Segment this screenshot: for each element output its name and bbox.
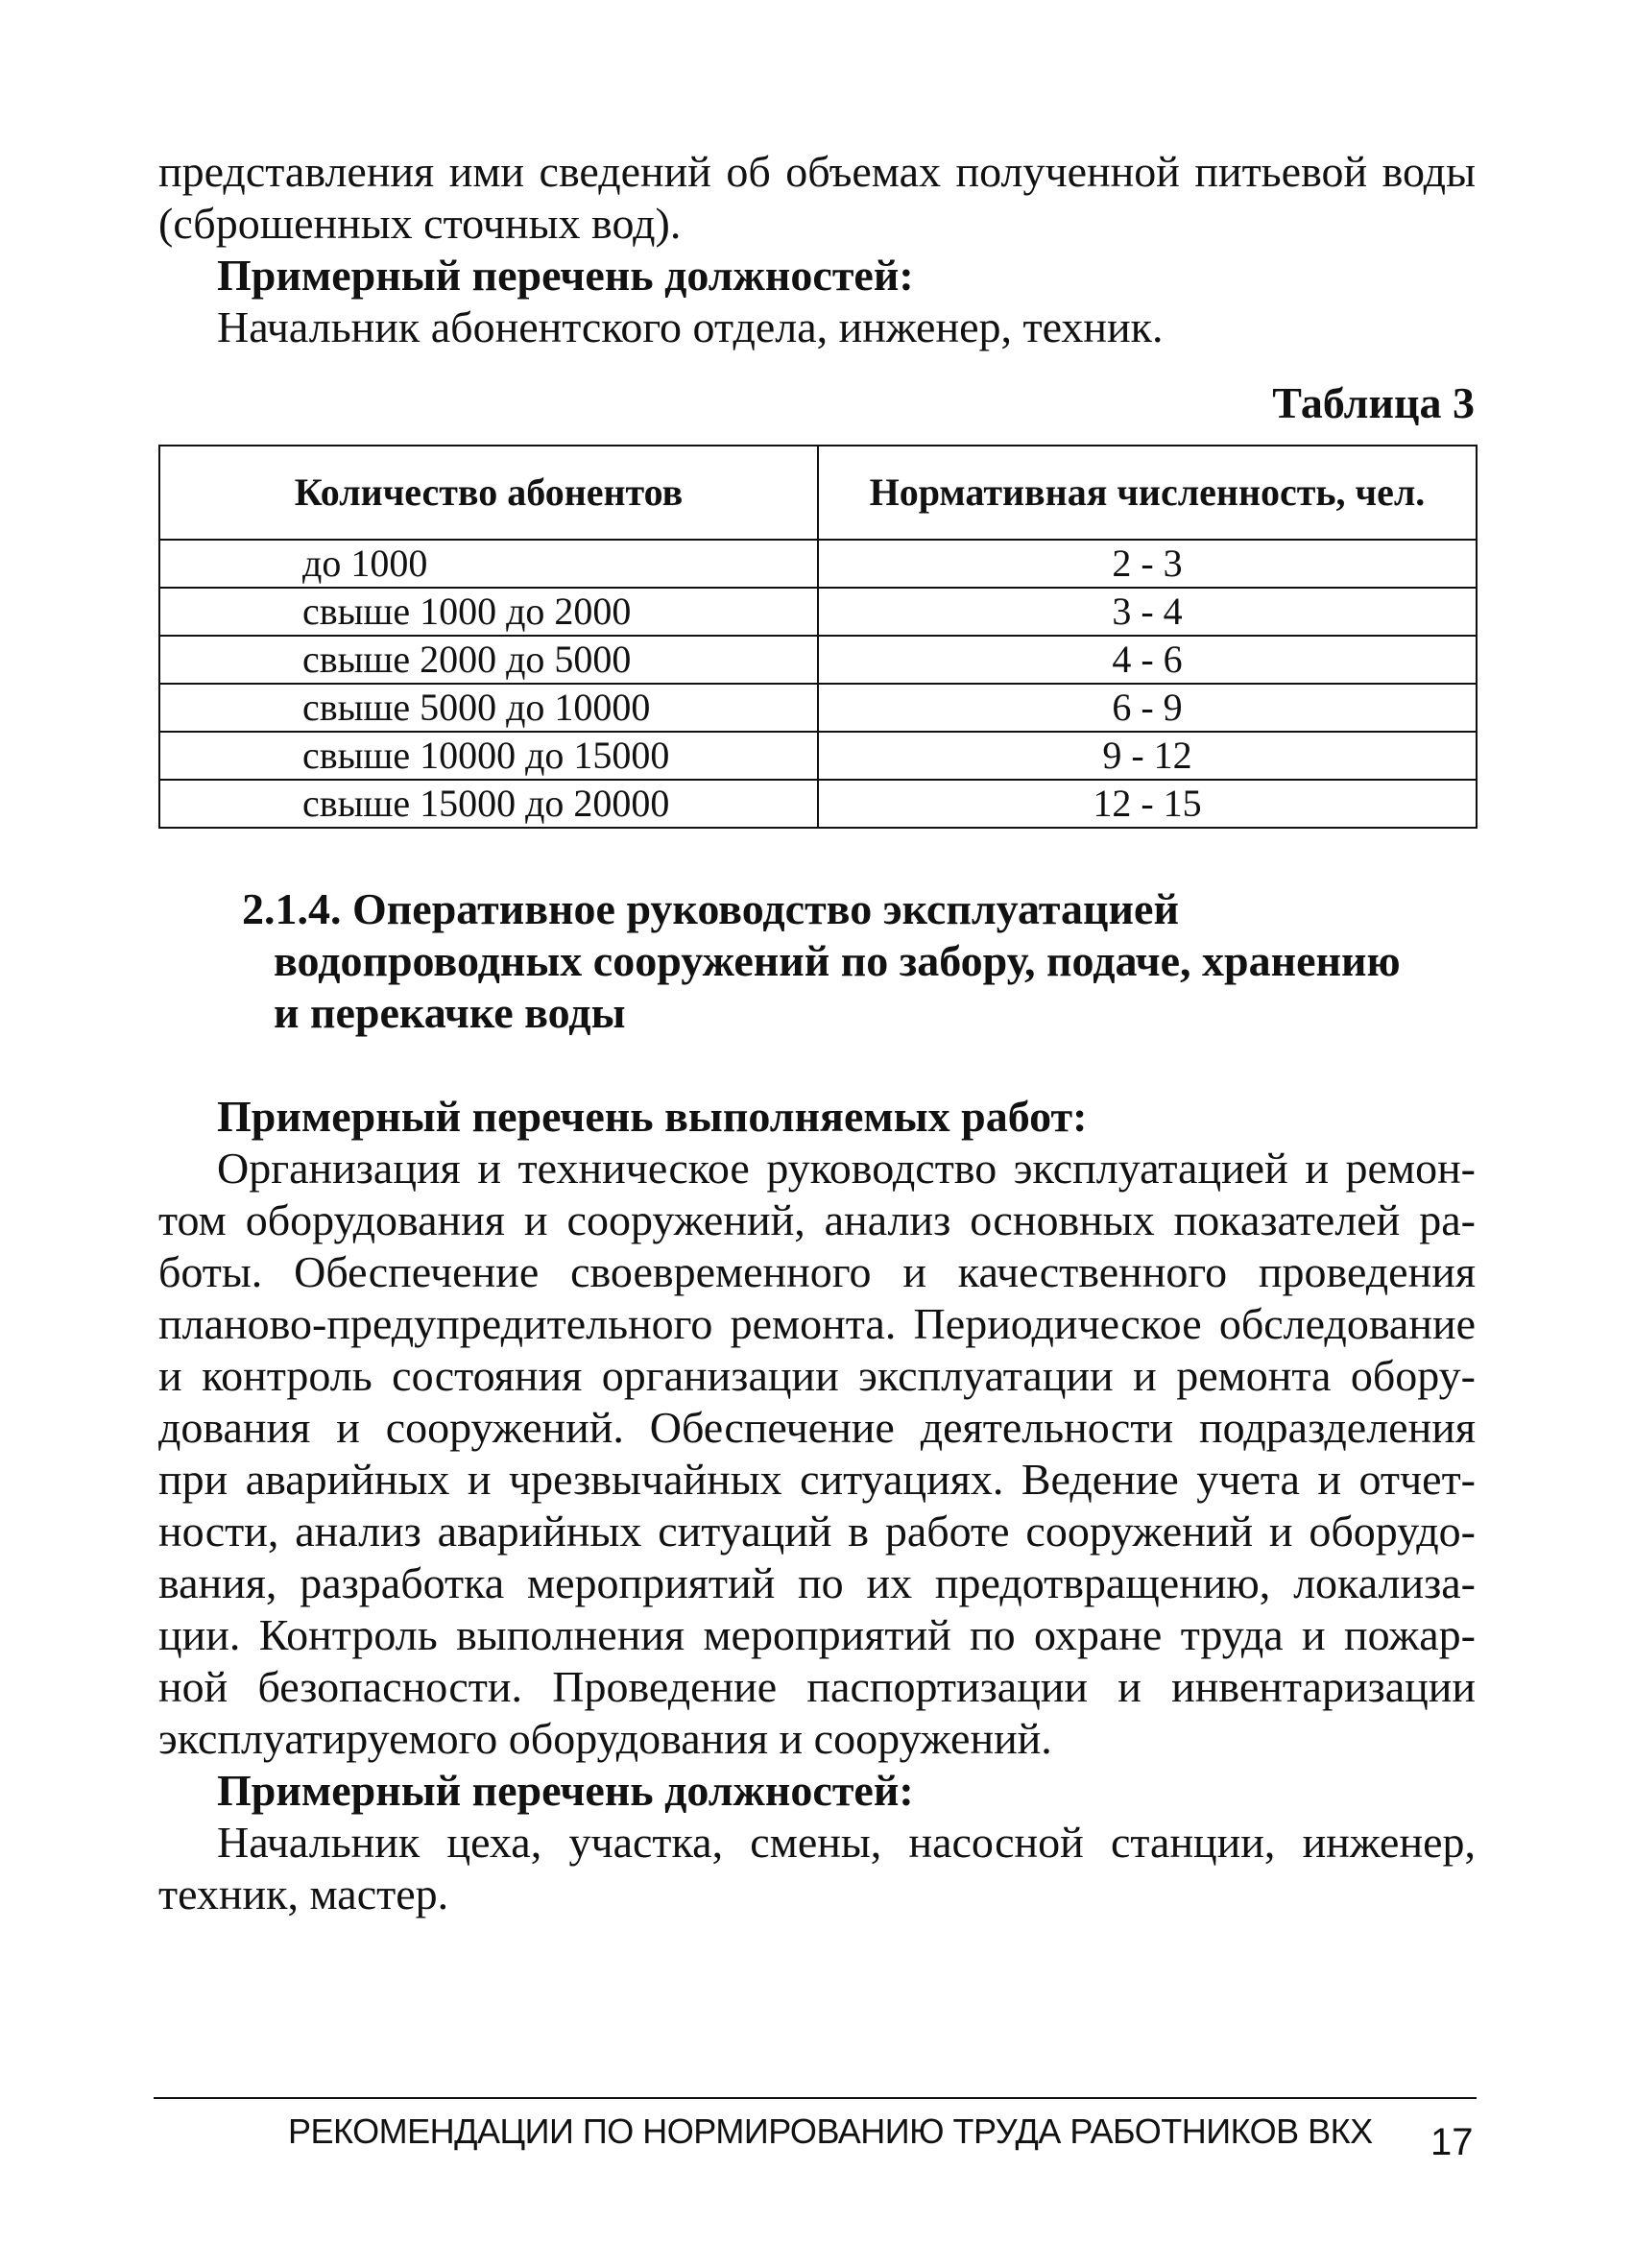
intro-positions-heading: Примерный перечень должностей: — [217, 251, 914, 300]
positions-heading: Примерный перечень должностей: — [217, 1766, 914, 1815]
works-paragraph-line: дования и сооружений. Обеспечение деятельности подразделения — [158, 1403, 1476, 1452]
header-norm-staff: Нормативная численность, чел. — [818, 446, 1477, 540]
table-row — [159, 780, 1477, 828]
section-heading-line-1: 2.1.4. Оперативное руководство эксплуатацией — [242, 884, 1179, 933]
table-row — [159, 588, 1477, 636]
intro-positions-text: Начальник абонентского отдела, инженер, техник. — [217, 302, 1164, 351]
works-paragraph-line: боты. Обеспечение своевременного и качественного проведения — [158, 1247, 1476, 1296]
row-norm-value: 3 - 4 — [818, 588, 1477, 636]
works-paragraph-line: ции. Контроль выполнения мероприятий по охране труда и пожар- — [158, 1610, 1476, 1659]
section-heading-line-3: и перекачке воды — [274, 988, 626, 1037]
row-subscribers-range: свыше 2000 до 5000 — [159, 636, 818, 684]
positions-line-2: техник, мастер. — [158, 1870, 449, 1918]
works-paragraph-line: и контроль состояния организации эксплуатации и ремонта обору- — [158, 1351, 1476, 1400]
table-caption: Таблица 3 — [1272, 378, 1475, 427]
table-row — [159, 684, 1477, 732]
footer-rule — [154, 2097, 1477, 2099]
footer-title: РЕКОМЕНДАЦИИ ПО НОРМИРОВАНИЮ ТРУДА РАБОТНИКОВ ВКХ — [288, 2111, 1373, 2151]
row-subscribers-range: свыше 5000 до 10000 — [159, 684, 818, 732]
table-row — [159, 636, 1477, 684]
works-paragraph-line: планово-предупредительного ремонта. Периодическое обследование — [158, 1299, 1476, 1348]
table-row — [159, 540, 1477, 588]
positions-line-1: Начальник цеха, участка, смены, насосной станции, инженер, — [217, 1818, 1476, 1867]
section-heading-line-2: водопроводных сооружений по забору, подаче, хранению — [274, 936, 1401, 985]
staffing-norm-table — [158, 445, 1478, 829]
row-subscribers-range: свыше 1000 до 2000 — [159, 588, 818, 636]
row-norm-value: 4 - 6 — [818, 636, 1477, 684]
works-paragraph-last-line: эксплуатируемого оборудования и сооружений. — [158, 1714, 1052, 1763]
page-number: 17 — [1430, 2121, 1474, 2163]
intro-line-2: (сброшенных сточных вод). — [158, 199, 682, 248]
works-paragraph-line: ности, анализ аварийных ситуаций в работе сооружений и оборудо- — [158, 1507, 1476, 1556]
row-subscribers-range: свыше 15000 до 20000 — [159, 780, 818, 828]
row-norm-value: 2 - 3 — [818, 540, 1477, 588]
row-norm-value: 6 - 9 — [818, 684, 1477, 732]
works-paragraph-line: при аварийных и чрезвычайных ситуациях. Ведение учета и отчет- — [158, 1455, 1476, 1504]
works-paragraph-line: вания, разработка мероприятий по их предотвращению, локализа- — [158, 1558, 1476, 1607]
table-row — [159, 732, 1477, 780]
row-subscribers-range: до 1000 — [159, 540, 818, 588]
row-norm-value: 12 - 15 — [818, 780, 1477, 828]
works-paragraph-line: том оборудования и сооружений, анализ основных показателей ра- — [158, 1195, 1476, 1244]
header-subscribers: Количество абонентов — [159, 446, 818, 540]
row-norm-value: 9 - 12 — [818, 732, 1477, 780]
works-heading: Примерный перечень выполняемых работ: — [217, 1092, 1088, 1141]
table-header-row — [159, 446, 1477, 540]
row-subscribers-range: свыше 10000 до 15000 — [159, 732, 818, 780]
works-paragraph-line: ной безопасности. Проведение паспортизации и инвентаризации — [158, 1662, 1476, 1711]
intro-line-1: представления ими сведений об объемах полученной питьевой воды — [158, 147, 1476, 196]
works-paragraph-line: Организация и техническое руководство эксплуатацией и ремон- — [217, 1144, 1476, 1193]
